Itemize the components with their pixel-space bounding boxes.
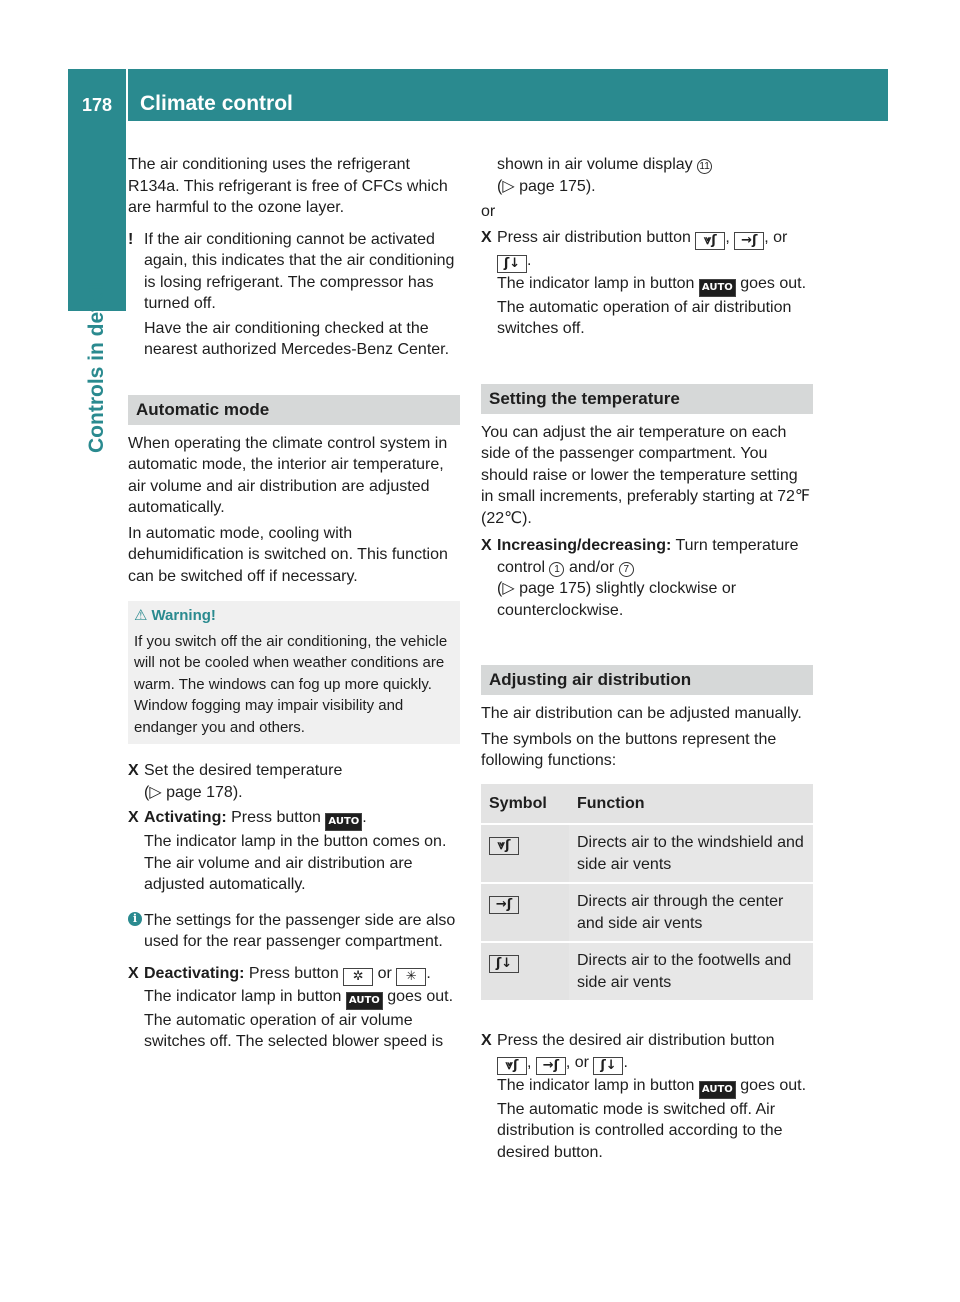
section-setting-temperature: Setting the temperature	[481, 384, 813, 414]
temp-step-result: (▷ page 175) slightly clockwise or counterclockwise.	[497, 580, 737, 619]
activating-result: The indicator lamp in the button comes on. The air volume and air distribution are adjusted automatically.	[144, 833, 447, 893]
intro-text: The air conditioning uses the refrigerant R134a. This refrigerant is free of CFCs which are harmful to the ozone layer.	[128, 156, 448, 216]
step-set-temperature	[128, 760, 460, 803]
press-dist-or: , or	[764, 228, 788, 246]
press-dist-result-2: goes out. The automatic operation of air distribution switches off.	[497, 274, 807, 337]
chapter-label: Controls in detail	[85, 281, 108, 453]
step-marker-icon: X	[128, 762, 139, 779]
activating-text: Press button	[231, 809, 321, 826]
temp-paragraph: You can adjust the air temperature on each side of the passenger compartment. You should raise or lower the temperature setting in small increments, preferably starting at 72℉ (22℃).	[481, 423, 811, 527]
final-result-1: The indicator lamp in button	[497, 1076, 695, 1094]
dist-paragraph-2: The symbols on the buttons represent the following functions:	[481, 730, 777, 769]
table-cell-function: Directs air through the center and side air vents	[569, 884, 813, 941]
step-deactivating: X Deactivating: Press button ✲ or ✳ . The indicator lamp in button AUTO goes out. The automatic operation of air volume switches off. The selected blower speed is	[128, 964, 454, 1050]
info-note	[128, 910, 460, 953]
step-activating: X Activating: Press button AUTO . The indicator lamp in the button comes on. The air volume and air distribution are adjusted automatically.	[128, 807, 460, 896]
warning-title: Warning!	[151, 607, 216, 624]
step-marker-icon: X	[481, 228, 492, 246]
auto-button-icon: AUTO	[346, 992, 383, 1010]
center-vent-icon: →ʃ	[536, 1057, 566, 1075]
page-title: Climate control	[140, 92, 293, 115]
step-final: X Press the desired air distribution button ⩔ʃ , →ʃ , or ʃ↓ . The indicator lamp in button AUTO goes out. The automatic mode is switched off. Air distribution is controlled according to the desired button.	[481, 1030, 813, 1163]
step-set-a: Set the desired temperature	[144, 762, 343, 779]
step-marker-icon: X	[481, 1032, 492, 1049]
or-text: or	[481, 203, 496, 220]
warning-text: If you switch off the air conditioning, the vehicle will not be cooled when weather conditions are warm. The windows can fog up more quickly. Window fogging may impair visibility and endanger you and others.	[134, 632, 448, 736]
table-header-symbol: Symbol	[481, 784, 569, 824]
step-set-b: (▷ page 178).	[144, 783, 243, 801]
caution-text-2: Have the air conditioning checked at the nearest authorized Mercedes-Benz Center.	[144, 319, 450, 358]
temp-step-text: Turn temperature control	[497, 537, 799, 576]
continuation-ref: (▷ page 175).	[497, 177, 596, 195]
center-vent-icon: →ʃ	[489, 896, 519, 914]
temp-step-and: and/or	[568, 558, 615, 576]
step-marker-icon: X	[128, 809, 139, 826]
footwell-vent-icon: ʃ↓	[593, 1057, 623, 1075]
footwell-vent-icon: ʃ↓	[489, 955, 519, 973]
press-dist-result-1: The indicator lamp in button	[497, 274, 695, 292]
footwell-vent-icon: ʃ↓	[497, 255, 527, 273]
chapter-label-wrap	[68, 121, 126, 461]
center-vent-icon: →ʃ	[734, 232, 764, 250]
step-marker-icon: X	[128, 964, 139, 982]
caution-icon: !	[128, 230, 134, 248]
auto-paragraph-2: In automatic mode, cooling with dehumidification is switched on. This function can be switched off if necessary.	[128, 524, 448, 585]
table-header-row	[481, 784, 813, 824]
header-divider	[126, 69, 128, 121]
circled-7-icon: 7	[619, 562, 634, 577]
deactivating-label: Deactivating:	[144, 964, 245, 982]
auto-button-icon: AUTO	[699, 279, 736, 297]
table-cell-function: Directs air to the footwells and side air vents	[569, 943, 813, 1000]
table-row	[481, 943, 813, 1000]
final-or: , or	[565, 1053, 590, 1071]
step-temperature	[481, 535, 813, 621]
windshield-vent-icon: ⩔ʃ	[489, 837, 519, 855]
blower-decrease-icon: ✲	[343, 968, 373, 986]
section-automatic-mode: Automatic mode	[128, 395, 460, 425]
dist-paragraph-1: The air distribution can be adjusted manually.	[481, 705, 802, 722]
right-column	[481, 154, 813, 1167]
deactivating-result-2: goes out. The automatic operation of air volume switches off. The selected blower speed is	[144, 987, 454, 1050]
warning-triangle-icon: ⚠	[134, 607, 148, 624]
page-number: 178	[81, 95, 113, 115]
section-air-distribution: Adjusting air distribution	[481, 665, 813, 695]
symbol-function-table	[481, 782, 813, 1003]
deactivating-or: or	[377, 964, 392, 982]
activating-label: Activating:	[144, 809, 227, 826]
temp-step-label: Increasing/decreasing:	[497, 537, 672, 554]
windshield-vent-icon: ⩔ʃ	[695, 232, 725, 250]
final-text: Press the desired air distribution button	[497, 1032, 775, 1049]
continuation	[481, 154, 813, 197]
auto-button-icon: AUTO	[699, 1081, 736, 1099]
table-row	[481, 825, 813, 882]
table-header-function: Function	[569, 784, 813, 824]
step-marker-icon: X	[481, 537, 492, 554]
step-press-distribution: X Press air distribution button ⩔ʃ , →ʃ , or ʃ↓ . The indicator lamp in button AUTO goes out. The automatic operation of air distribution switches off.	[481, 228, 807, 337]
final-result-2: goes out. The automatic mode is switched off. Air distribution is controlled according to the desired button.	[497, 1076, 807, 1161]
auto-button-icon: AUTO	[325, 813, 362, 831]
info-icon: i	[128, 912, 142, 926]
press-dist-text: Press air distribution button	[497, 228, 691, 246]
deactivating-result-1: The indicator lamp in button	[144, 987, 342, 1005]
windshield-vent-icon: ⩔ʃ	[497, 1057, 527, 1075]
table-row	[481, 884, 813, 941]
warning-box	[128, 601, 460, 744]
auto-paragraph-1: When operating the climate control system in automatic mode, the interior air temperature, air volume and air distribution are adjusted automatically.	[128, 434, 448, 516]
info-text: The settings for the passenger side are also used for the rear passenger compartment.	[144, 911, 456, 950]
table-cell-function: Directs air to the windshield and side air vents	[569, 825, 813, 882]
page-header	[68, 69, 888, 121]
blower-increase-icon: ✳	[396, 968, 426, 986]
circled-11-icon: 11	[697, 159, 712, 174]
caution-text-1: If the air conditioning cannot be activated again, this indicates that the air conditioning is losing refrigerant. The compressor has turned off.	[144, 230, 455, 312]
warning-heading	[134, 605, 452, 627]
left-column	[128, 154, 460, 1057]
deactivating-text: Press button	[248, 964, 339, 982]
circled-1-icon: 1	[549, 562, 564, 577]
caution-note	[128, 229, 460, 361]
continuation-text: shown in air volume display	[497, 156, 693, 173]
